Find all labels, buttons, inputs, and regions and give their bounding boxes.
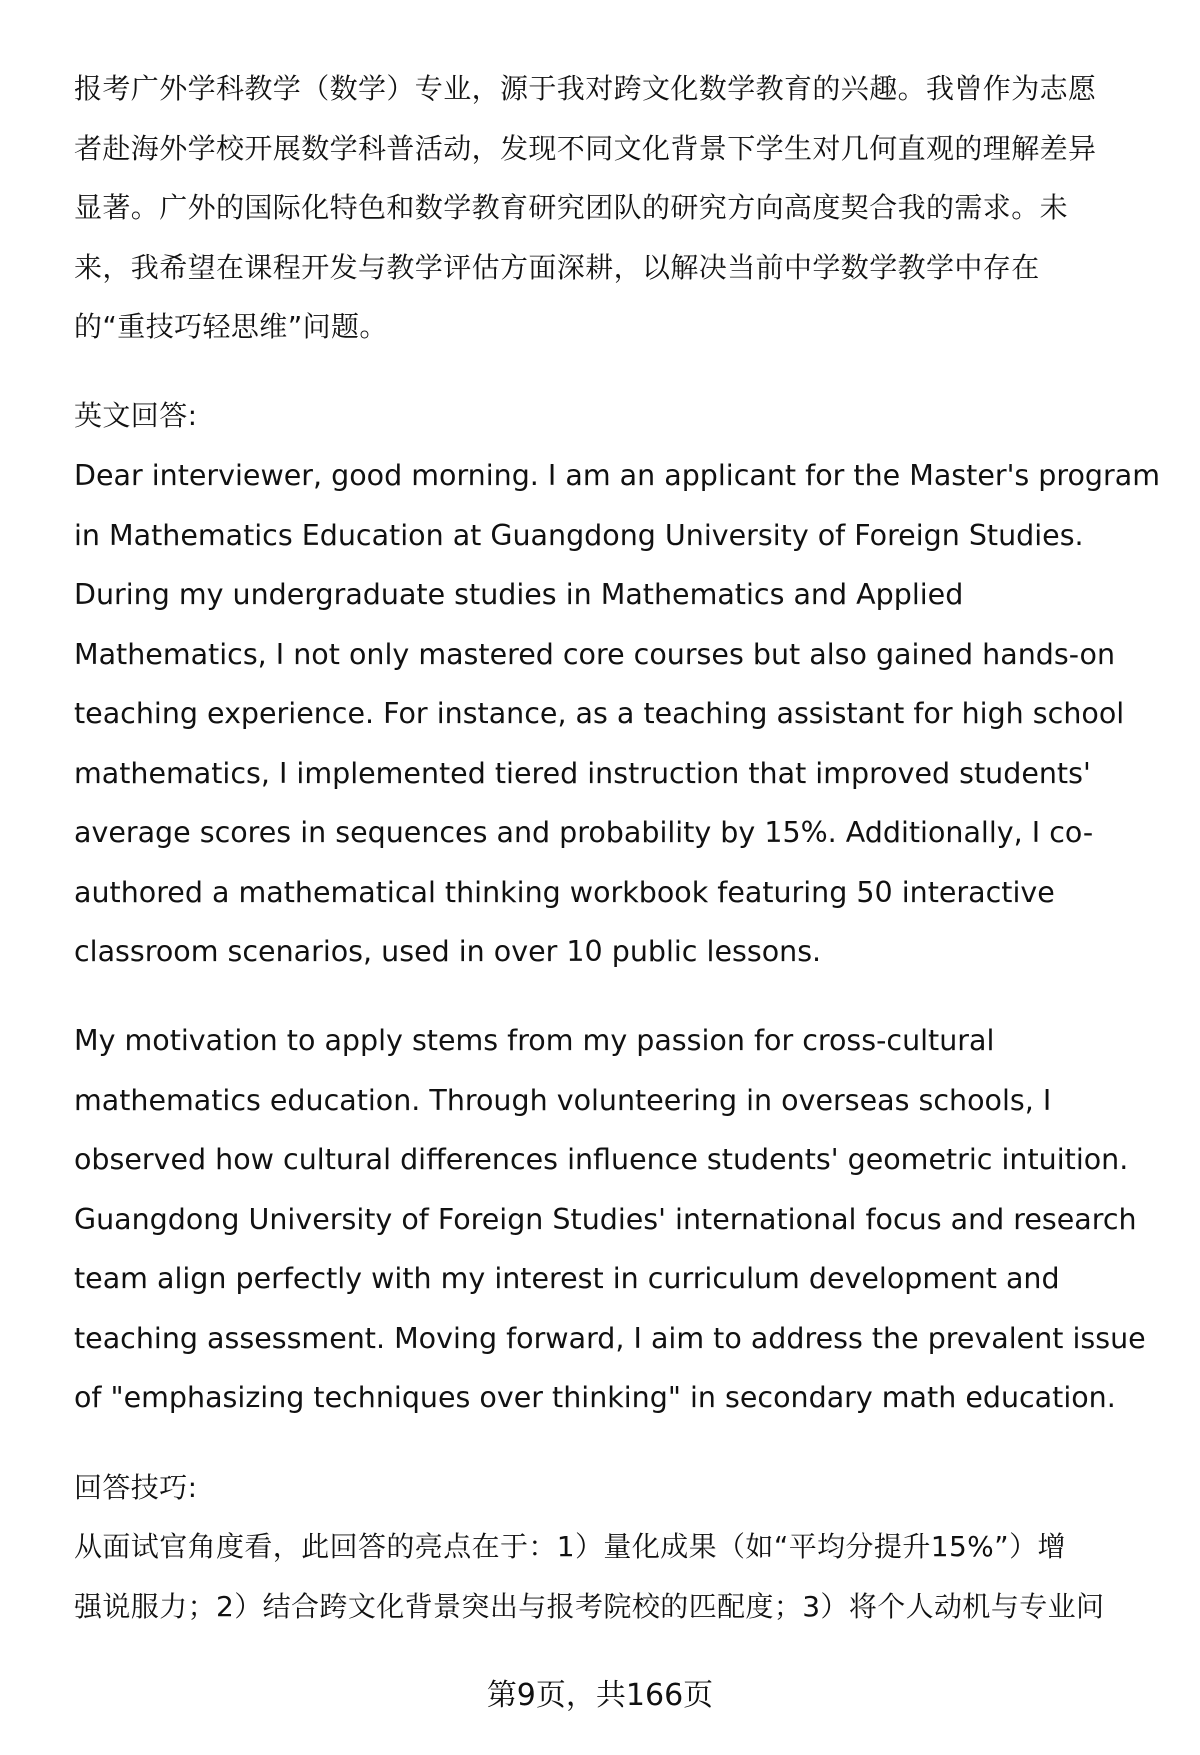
paragraph-english-1 [74, 446, 1174, 982]
heading-text: 回答技巧: [74, 1471, 198, 1504]
page-number: 第9页，共166页 [486, 1678, 714, 1713]
text-line: Mathematics, I not only mastered core courses but also gained hands-on [74, 637, 1116, 671]
text-line: During my undergraduate studies in Mathematics and Applied [74, 578, 964, 611]
text-line: 者赴海外学校开展数学科普活动，发现不同文化背景下学生对几何直观的理解差异 [74, 131, 1097, 165]
text-line: Guangdong University of Foreign Studies' international focus and research [74, 1202, 1137, 1236]
text-line: 强说服力；2）结合跨文化背景突出与报考院校的匹配度；3）将个人动机与专业问 [74, 1589, 1105, 1623]
text-line: observed how cultural differences influence students' geometric intuition. [74, 1143, 1129, 1176]
text-line: 报考广外学科教学（数学）专业，源于我对跨文化数学教育的兴趣。我曾作为志愿 [74, 72, 1097, 105]
text-line: My motivation to apply stems from my passion for cross-cultural [74, 1024, 995, 1057]
paragraph-tips [74, 1517, 1174, 1636]
text-line: teaching assessment. Moving forward, I aim to address the prevalent issue [74, 1321, 1146, 1355]
text-line: mathematics, I implemented tiered instruction that improved students' [74, 756, 1091, 790]
text-line: 来，我希望在课程开发与教学评估方面深耕，以解决当前中学数学教学中存在 [74, 250, 1040, 284]
text-line: 从面试官角度看，此回答的亮点在于：1）量化成果（如“平均分提升15%”）增 [74, 1530, 1066, 1563]
text-line: of "emphasizing techniques over thinking" in secondary math education. [74, 1381, 1116, 1414]
text-line: 显著。广外的国际化特色和数学教育研究团队的研究方向高度契合我的需求。未 [74, 191, 1069, 224]
text-line: mathematics education. Through volunteering in overseas schools, I [74, 1083, 1052, 1117]
paragraph-chinese-motivation [74, 59, 1174, 357]
text-line: 的“重技巧轻思维”问题。 [74, 310, 388, 343]
text-line: classroom scenarios, used in over 10 public lessons. [74, 935, 822, 968]
text-line: teaching experience. For instance, as a teaching assistant for high school [74, 697, 1125, 730]
paragraph-english-2 [74, 1011, 1174, 1428]
text-line: authored a mathematical thinking workbook featuring 50 interactive [74, 875, 1055, 909]
text-line: in Mathematics Education at Guangdong University of Foreign Studies. [74, 518, 1084, 552]
text-line: Dear interviewer, good morning. I am an applicant for the Master's program [74, 459, 1160, 492]
answer-tips-heading [74, 1458, 1174, 1518]
english-answer-heading [74, 386, 1174, 446]
heading-text: 英文回答: [74, 399, 198, 432]
text-line: team align perfectly with my interest in curriculum development and [74, 1262, 1060, 1295]
text-line: average scores in sequences and probability by 15%. Additionally, I co- [74, 816, 1094, 849]
